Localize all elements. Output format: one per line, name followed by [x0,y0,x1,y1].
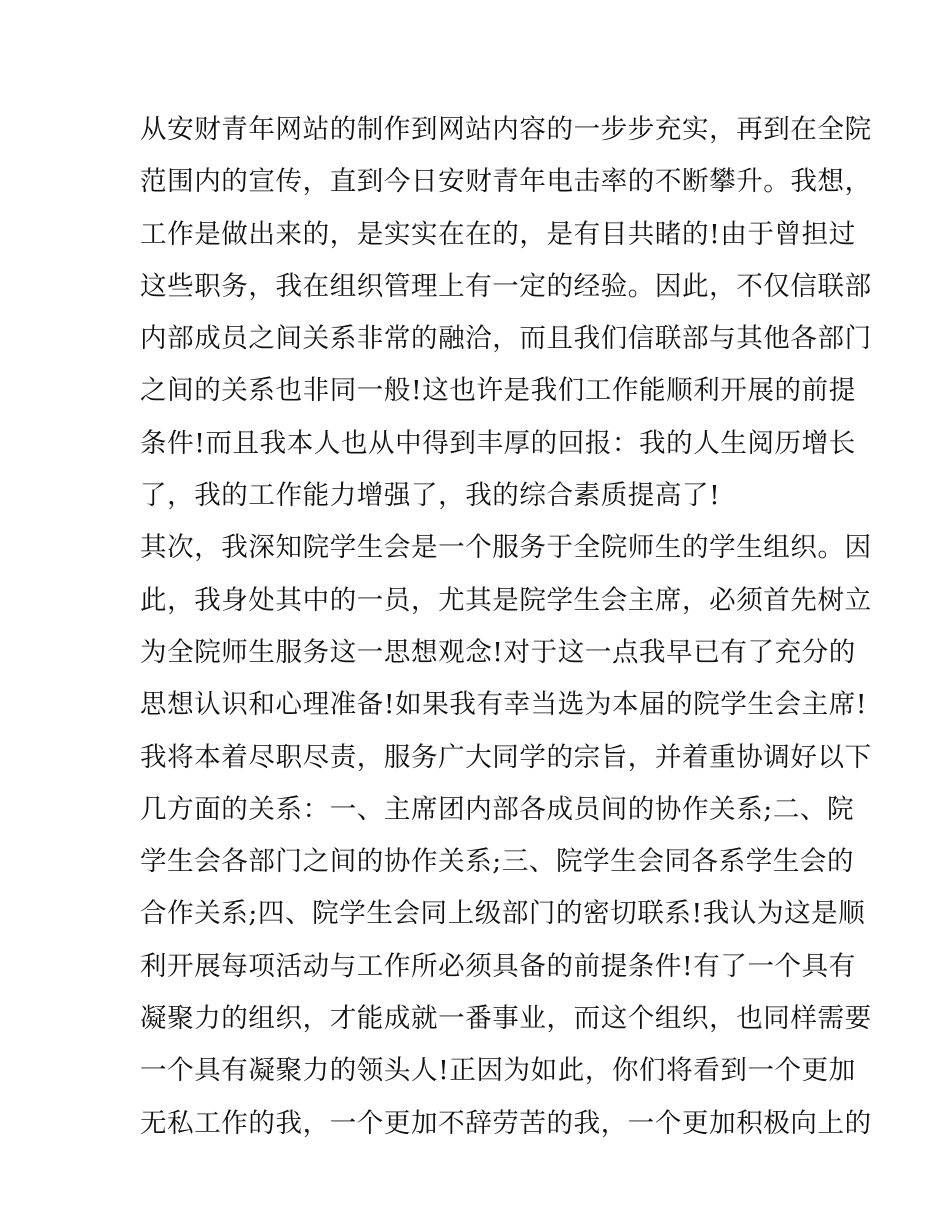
text-line: 为全院师生服务这一思想观念!对于这一点我早已有了充分的 [140,636,856,668]
text-line: 无私工作的我，一个更加不辞劳苦的我，一个更加积极向上的 [140,1107,872,1139]
text-line: 内部成员之间关系非常的融洽，而且我们信联部与其他各部门 [140,323,872,355]
text-line: 合作关系;四、院学生会同上级部门的密切联系!我认为这是顺 [140,898,866,930]
text-line: 工作是做出来的，是实实在在的，是有目共睹的!由于曾担过 [140,218,856,250]
text-line: 了，我的工作能力增强了，我的综合素质提高了! [140,480,721,512]
text-line: 一个具有凝聚力的领头人!正因为如此，你们将看到一个更加 [140,1055,856,1087]
text-line: 这些职务，我在组织管理上有一定的经验。因此，不仅信联部 [140,270,872,302]
text-line: 之间的关系也非同一般!这也许是我们工作能顺利开展的前提 [140,375,856,407]
text-line: 利开展每项活动与工作所必须具备的前提条件!有了一个具有 [140,950,856,982]
text-line: 我将本着尽职尽责，服务广大同学的宗旨，并着重协调好以下 [140,741,872,773]
text-line: 其次，我深知院学生会是一个服务于全院师生的学生组织。因 [140,532,872,564]
text-line: 范围内的宣传，直到今日安财青年电击率的不断攀升。我想， [140,166,872,198]
text-line: 学生会各部门之间的协作关系;三、院学生会同各系学生会的 [140,846,855,878]
text-line: 从安财青年网站的制作到网站内容的一步步充实，再到在全院 [140,114,872,145]
text-line: 凝聚力的组织，才能成就一番事业，而这个组织，也同样需要 [140,1003,872,1035]
text-line: 此，我身处其中的一员，尤其是院学生会主席，必须首先树立 [140,584,872,616]
body-text [140,104,872,1150]
text-line: 思想认识和心理准备!如果我有幸当选为本届的院学生会主席! [140,689,868,721]
text-line: 几方面的关系：一、主席团内部各成员间的协作关系;二、院 [140,793,855,825]
text-line: 条件!而且我本人也从中得到丰厚的回报：我的人生阅历增长 [140,427,856,459]
